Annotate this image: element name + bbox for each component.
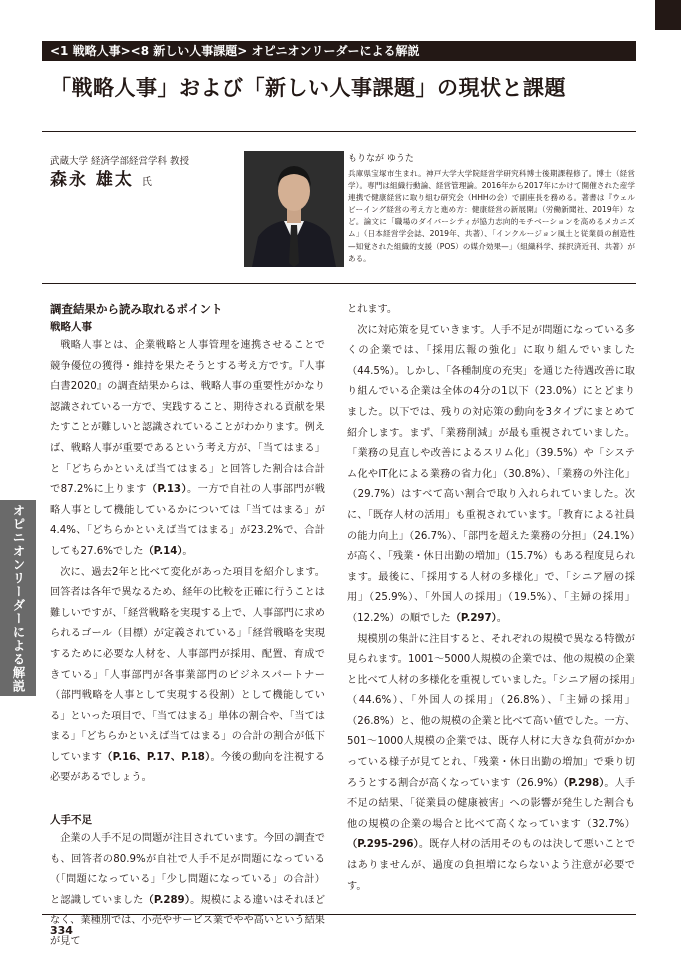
subheading-labor-shortage: 人手不足 [50,814,92,827]
page-reference: （P.289） [143,894,191,906]
page-reference: （P.297） [450,612,497,624]
header-bottom-rule [42,283,636,284]
text-run: 。 [496,612,507,624]
author-portrait-image [244,151,344,267]
text-run: 規模別の集計に注目すると、それぞれの規模で異なる特徴が見られます。1001～5000人規模の企業では、他の規模の企業と比べて人材の多様化を重視していました。「シニア層の採用」（44.6%）、「外国人の採用」（26.8%）、「主婦の採用」（26.8%）と、他の規模の企業と比べて高い値でした。一方、501～1000人規模の企業では、既存人材に大きな負荷がかかっている様子が見てとれ、「残業・休日出勤の増加」で乗り切ろうとする割合が高くなっています（26.9%） [347,633,635,789]
right-column [347,300,635,897]
page-number: 334 [50,924,73,937]
section-heading: 調査結果から読み取れるポイント [50,302,223,316]
author-bio: 兵庫県宝塚市生まれ。神戸大学大学院経営学研究科博士後期課程修了。博士（経営学）。専門は組織行動論、経営管理論。2016年から2017年にかけて開催された産学連携で健康経営に取り組む研究会（HHHの会）で副座長を務める。著書は『ウェルビーイング経営の考え方と進め方：健康経営の新展開』（労働新聞社、2019年）など。論文に「職場のダイバーシティが協力志向的モチベーションを高めるメカニズム」（日本経営学会誌、2019年、共著）、「インクルージョン風土と従業員の創造性—知覚された組織的支援（POS）の媒介効果—」（組織科学、採択済近刊、共著）がある。 [348,169,635,263]
page-reference: （P.16、P.17、P.18） [102,751,211,763]
paragraph [50,336,325,563]
text-run: 企業の人手不足の問題が注目されています。今回の調査でも、回答者の80.9%が自社で人手不足が問題になっている（「問題になっている」「少し問題になっている」の合計）と認識していました [50,833,325,906]
author-name [50,165,152,190]
corner-tab [655,0,681,30]
author-reading: もりなが ゆうた [348,154,414,164]
paragraph [347,630,635,898]
text-run: 戦略人事とは、企業戦略と人事管理を連携させることで競争優位の獲得・維持を果たそうとする考え方です。『人事白書2020』の調査結果からは、戦略人事の重要性がかなり認識されている一方で、実践すること、期待される貢献を果たすことが難しいと認識されていることがわかります。例えば、戦略人事が重要であるという考え方が、「当てはまる」と「どちらかといえば当てはまる」と回答した割合は合計で87.2%に上ります [50,340,325,496]
text-run: 次に対応策を見ていきます。人手不足が問題になっている多くの企業では、「採用広報の強化」に取り組んでいました（44.5%）。しかし、「各種制度の充実」を通じた待遇改善に取り組んでいる企業は全体の4分の1以下（23.0%）にとどまりました。以下では、残りの対応策の動向を3タイプにまとめて紹介します。まず、「業務削減」が最も重視されていました。「業務の見直しや改善によるスリム化」（39.5%）や「システム化やIT化による業務の省力化」（30.8%）、「業務の外注化」（29.7%）はすべて高い割合で取り入れられていました。次に、「既存人材の活用」も重視されています。「教育による社員の能力向上」（26.7%）、「部門を超えた業務の分担」（24.1%）が高く、「残業・休日出勤の増加」（15.7%）もある程度見られます。最後に、「採用する人材の多様化」で、「シニア層の採用」（25.9%）、「外国人の採用」（19.5%）、「主婦の採用」（12.2%）の順でした [347,324,635,624]
text-run: 次に、過去2年と比べて変化があった項目を紹介します。回答者は各年で異なるため、経年の比較を正確に行うことは難しいですが、「経営戦略を実現する上で、人事部門に求められるゴール（目標）が定義されている」「経営戦略を実現するために必要な人材を、人事部門が採用、配置、育成できている」「人事部門が各事業部門のビジネスパートナー（部門戦略を人事として実現する役割）として機能している」といった項目で、「当てはまる」単体の割合や、「当てはまる」「どちらかといえば当てはまる」の合計の割合が低下しています [50,566,325,763]
section-banner: <1 戦略人事><8 新しい人事課題> オピニオンリーダーによる解説 [42,41,636,61]
paragraph [50,563,325,790]
text-run: 。規模による違いはそれほどなく、業種別では、小売やサービス業でやや高いという結果が見て [50,894,326,948]
text-run: 。既存人材の活用そのものは決して悪いことではありませんが、過度の負担増にならないよう注意が必要です。 [347,839,636,892]
left-column [50,300,325,953]
text-run: 。人手不足の結果、「従業員の健康被害」への影響が発生した割合も他の規模の企業の場合と比べて高くなっています（32.7%） [347,777,636,830]
paragraph-continued: とれます。 [347,304,398,315]
subheading-strategic-hr: 戦略人事 [50,321,92,333]
text-run: 。今後の動向を注視する必要があるでしょう。 [50,751,326,784]
text-run: 。 [182,545,193,557]
page-reference: （P.295-296） [347,839,419,851]
article-title: 「戦略人事」および「新しい人事課題」の現状と課題 [50,75,566,100]
paragraph [347,321,635,630]
author-photo [244,151,344,267]
page-reference: （P.14） [143,545,183,557]
page-reference: （P.13） [146,484,188,496]
text-run: 。一方で自社の人事部門が戦略人事として機能しているかについては「当てはまる」が4.4%、「どちらかといえば当てはまる」が23.2%で、合計しても27.6%でした [50,484,325,557]
paragraph [50,829,325,953]
page-reference: （P.298） [563,777,605,789]
side-section-tab: オピニオンリーダーによる解説 [0,500,36,696]
author-honorific: 氏 [141,177,152,188]
footer-rule [42,914,636,915]
author-affiliation: 武蔵大学 経済学部経営学科 教授 [50,156,190,167]
author-name-text: 森永 雄太 [50,170,134,190]
title-rule [42,131,636,132]
